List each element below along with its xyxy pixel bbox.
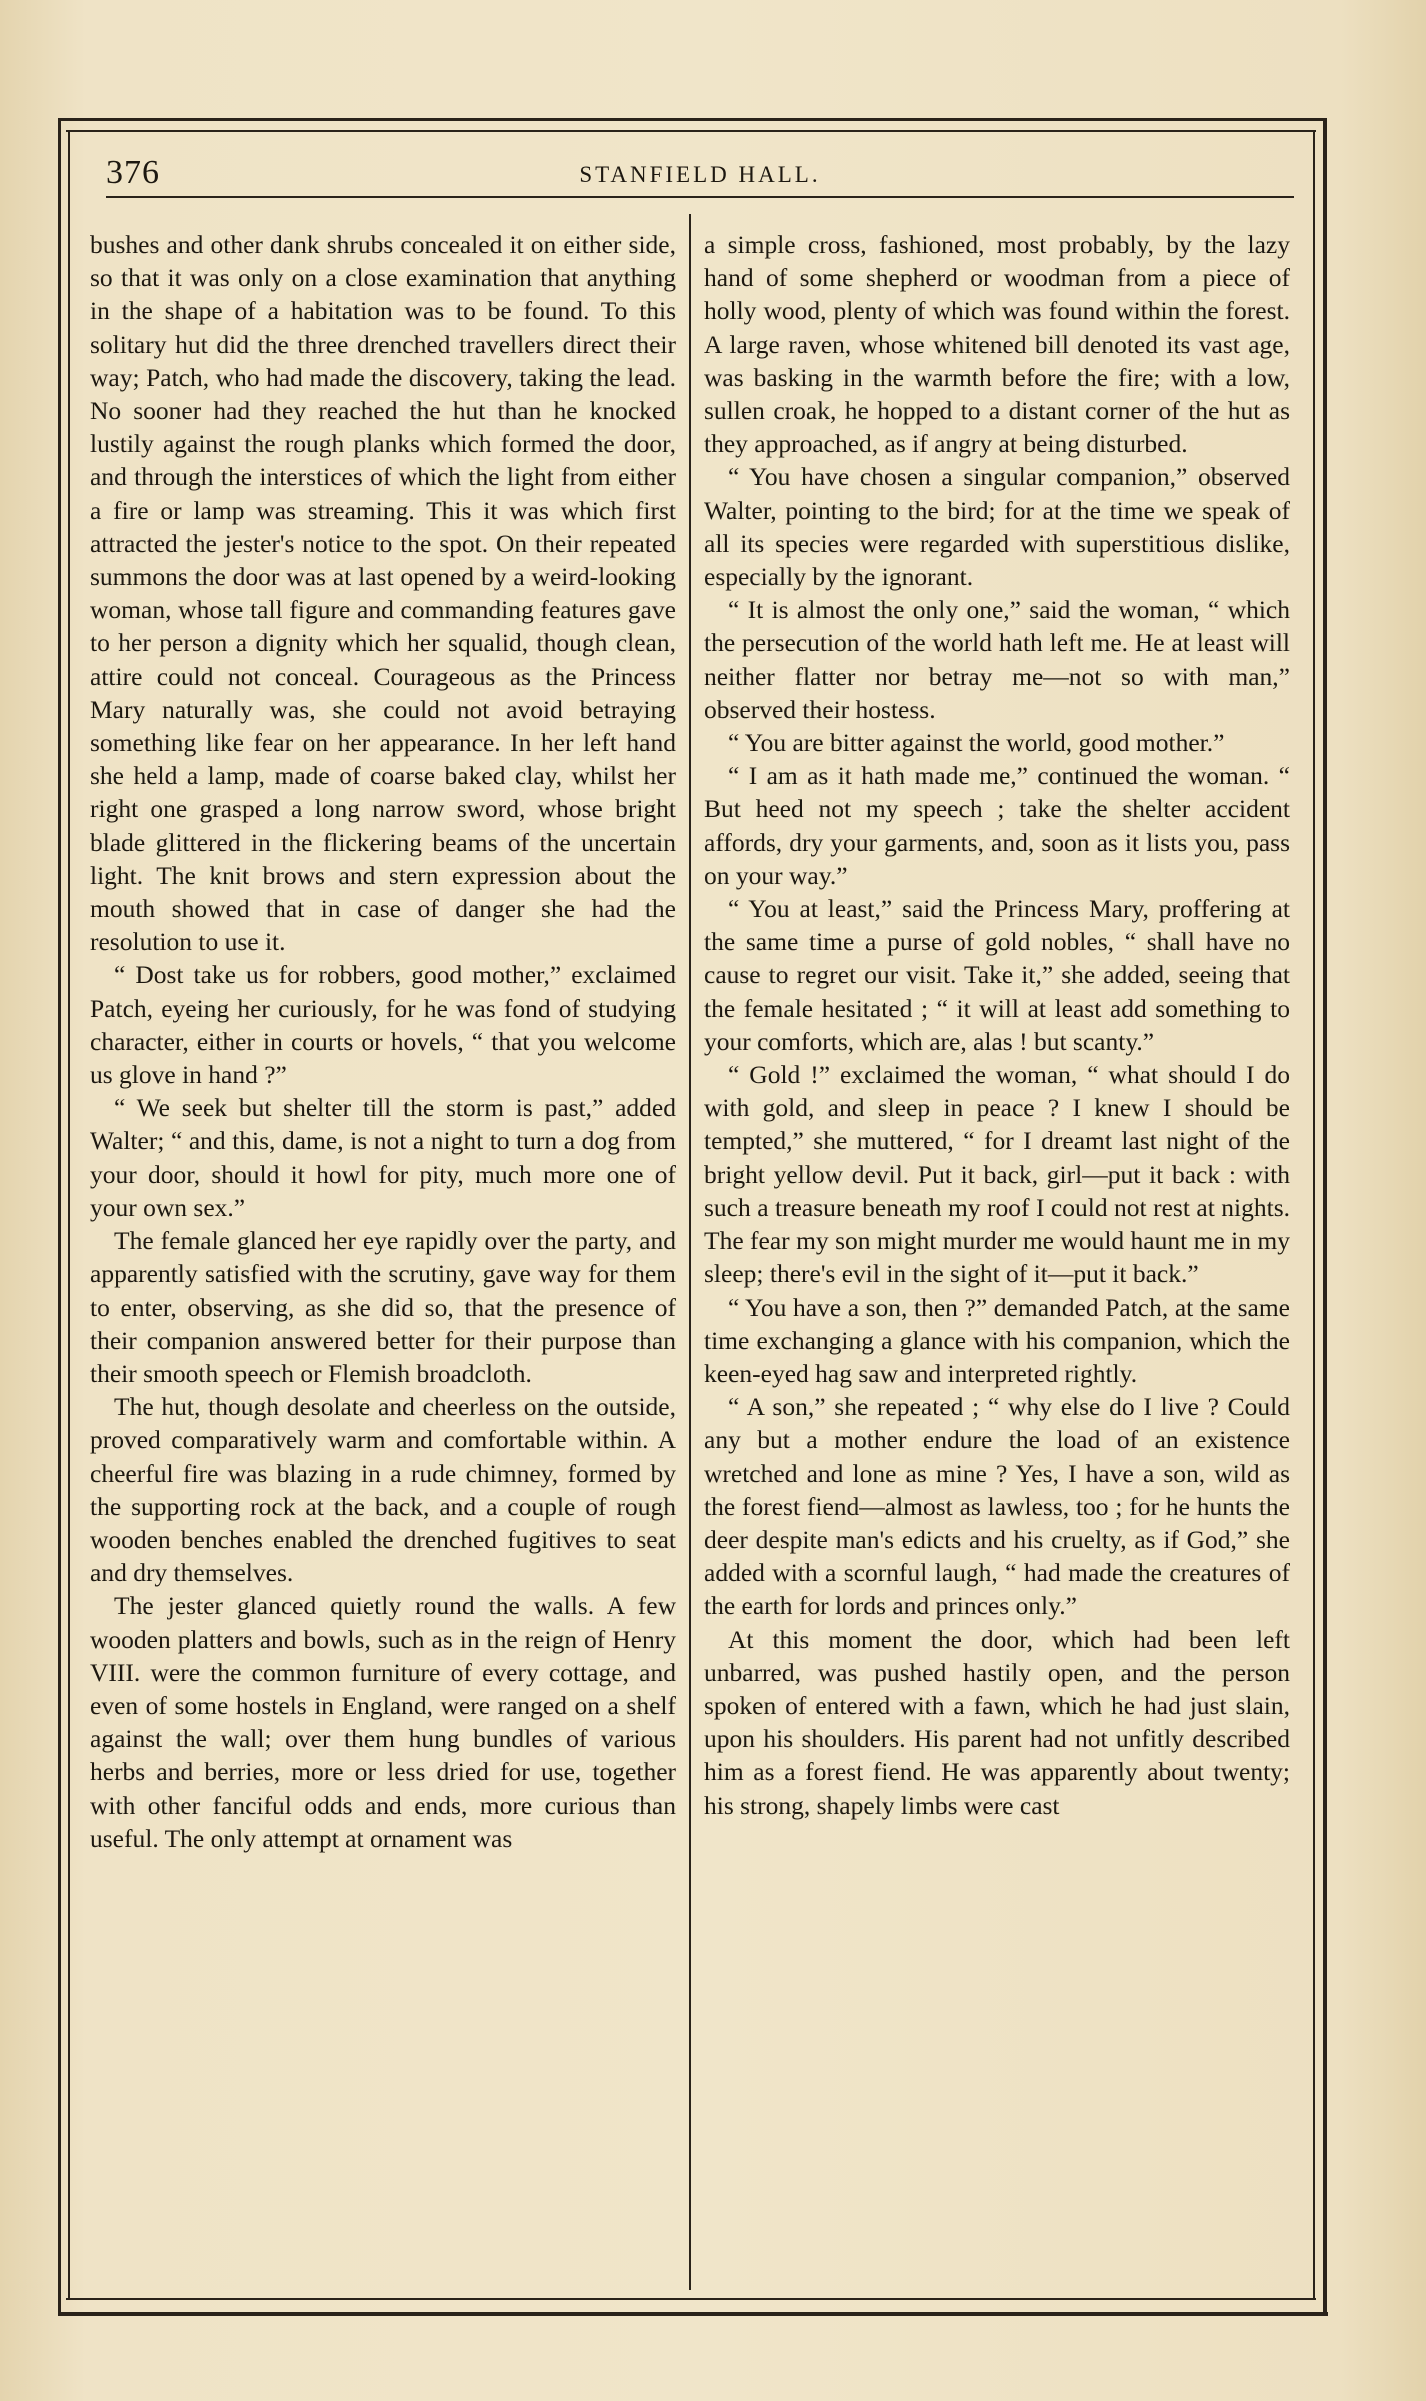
running-title: STANFIELD HALL.	[579, 162, 821, 187]
right-border-rule	[1323, 118, 1327, 2316]
paragraph: The hut, though desolate and cheerless on the outside, proved comparatively warm and comfortable within. A cheerful fire was blazing in a rude chimney, formed by the supporting rock at the back, and a couple of rough wooden benches enabled the drenched fugitives to seat and dry themselves.	[90, 1392, 676, 1588]
text-column-right	[704, 228, 1290, 1822]
page-header	[106, 150, 1294, 194]
paragraph: “ Gold !” exclaimed the woman, “ what should I do with gold, and sleep in peace ? I knew I should be tempted,” she muttered, “ for I dreamt last night of the bright yellow devil. Put it back, girl—put it back : with such a treasure beneath my roof I could not rest at nights. The fear my son might murder me would haunt me in my sleep; there's evil in the sight of it—put it back.”	[704, 1060, 1290, 1289]
paragraph: The female glanced her eye rapidly over the party, and apparently satisfied with the scrutiny, gave way for them to enter, observing, as she did so, that the presence of their companion answered better for their purpose than their smooth speech or Flemish broadcloth.	[90, 1226, 676, 1388]
bottom-inner-rule	[66, 2298, 1316, 2300]
paragraph: “ It is almost the only one,” said the woman, “ which the persecution of the world hath left me. He at least will neither flatter nor betray me—not so with man,” observed their hostess.	[704, 595, 1290, 724]
paragraph: “ You have a son, then ?” demanded Patch, at the same time exchanging a glance with his companion, which the keen-eyed hag saw and interpreted rightly.	[704, 1292, 1290, 1388]
paragraph: “ You at least,” said the Princess Mary, proffering at the same time a purse of gold nobles, “ shall have no cause to regret our visit. Take it,” she added, seeing that the female hesitated ; “ it will at least add something to your comforts, which are, alas ! but scanty.”	[704, 894, 1290, 1056]
column-divider	[689, 214, 691, 2290]
paragraph: “ I am as it hath made me,” continued the woman. “ But heed not my speech ; take the shelter accident affords, dry your garments, and, soon as it lists you, pass on your way.”	[704, 761, 1290, 890]
paragraph: “ A son,” she repeated ; “ why else do I live ? Could any but a mother endure the load of an existence wretched and lone as mine ? Yes, I have a son, wild as the forest fiend—almost as lawless, too ; for he hunts the deer despite man's edicts and his cruelty, as if God,” she added with a scornful laugh, “ had made the creatures of the earth for lords and princes only.”	[704, 1392, 1290, 1621]
paragraph: “ You have chosen a singular companion,” observed Walter, pointing to the bird; for at the time we speak of all its species were regarded with superstitious dislike, especially by the ignorant.	[704, 462, 1290, 592]
paragraph: “ Dost take us for robbers, good mother,” exclaimed Patch, eyeing her curiously, for he was fond of studying character, either in courts or hovels, “ that you welcome us glove in hand ?”	[90, 960, 676, 1090]
paragraph: The jester glanced quietly round the walls. A few wooden platters and bowls, such as in the reign of Henry VIII. were the common furniture of every cottage, and even of some hostels in England, were ranged on a shelf against the wall; over them hung bundles of various herbs and berries, more or less dried for use, together with other fanciful odds and ends, more curious than useful. The only attempt at ornament was	[90, 1591, 676, 1853]
paragraph: At this moment the door, which had been left unbarred, was pushed hastily open, and the person spoken of entered with a fawn, which he had just slain, upon his shoulders. His parent had not unfitly described him as a forest fiend. He was apparently about twenty; his strong, shapely limbs were cast	[704, 1624, 1290, 1820]
paragraph: a simple cross, fashioned, most probably, by the lazy hand of some shepherd or woodman from a piece of holly wood, plenty of which was found within the forest. A large raven, whose whitened bill denoted its vast age, was basking in the warmth before the fire; with a low, sullen croak, he hopped to a distant corner of the hut as they approached, as if angry at being disturbed.	[704, 230, 1290, 459]
left-border-rule	[58, 118, 61, 2316]
text-column-left	[90, 228, 676, 1855]
top-inner-rule	[66, 130, 1316, 132]
right-inner-rule	[1313, 130, 1315, 2300]
top-border-rule	[60, 118, 1325, 121]
page-number: 376	[106, 154, 160, 191]
paragraph: “ You are bitter against the world, good mother.”	[728, 728, 1225, 758]
paragraph: “ We seek but shelter till the storm is past,” added Walter; “ and this, dame, is not a night to turn a dog from your door, should it howl for pity, much more one of your own sex.”	[90, 1093, 676, 1222]
left-inner-rule	[68, 130, 70, 2300]
paragraph: bushes and other dank shrubs concealed it on either side, so that it was only on a close examination that anything in the shape of a habitation was to be found. To this solitary hut did the three drenched travellers direct their way; Patch, who had made the discovery, taking the lead. No sooner had they reached the hut than he knocked lustily against the rough planks which formed the door, and through the interstices of which the light from either a fire or lamp was streaming. This it was which first attracted the jester's notice to the spot. On their repeated summons the door was at last opened by a weird-looking woman, whose tall figure and commanding features gave to her person a dignity which her squalid, though clean, attire could not conceal. Courageous as the Princess Mary naturally was, she could not avoid betraying something like fear on her appearance. In her left hand she held a lamp, made of coarse baked clay, whilst her right one grasped a long narrow sword, whose bright blade glittered in the flickering beams of the uncertain light. The knit brows and stern expression about the mouth showed that in case of danger she had the resolution to use it.	[90, 230, 676, 957]
bottom-border-rule	[58, 2312, 1328, 2316]
header-rule	[106, 196, 1294, 198]
